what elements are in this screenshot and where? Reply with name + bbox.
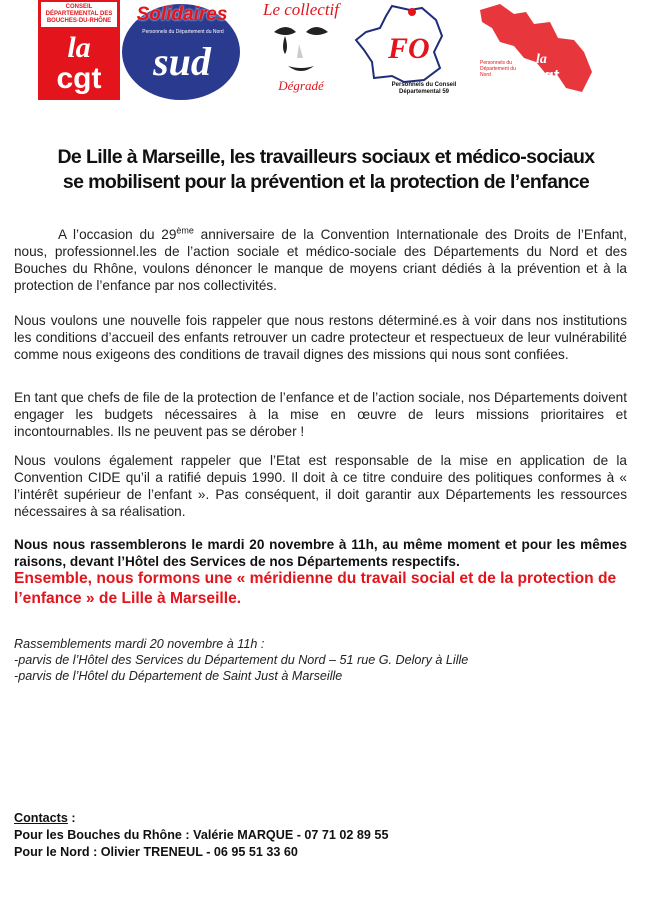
cgt13-cgt-text: cgt [56, 62, 102, 95]
paragraph-intro [14, 226, 627, 294]
cgt-bouches-du-rhone-logo [38, 0, 120, 100]
crying-face-icon [266, 18, 336, 78]
rassemblements-heading: Rassemblements mardi 20 novembre à 11h : [14, 637, 265, 651]
contact-nord: Pour le Nord : Olivier TRENEUL - 06 95 51 33 60 [14, 845, 298, 859]
cgt-nord-logo [470, 0, 600, 104]
paragraph-meridienne: Ensemble, nous formons une « méridienne du travail social et de la protection de l’enfance » de Lille à Marseille. [14, 570, 617, 607]
contacts-heading-line [14, 810, 634, 827]
collectif-text: Le collectif [262, 0, 339, 19]
paragraph-rassemblement: Nous nous rassemblerons le mardi 20 novembre à 11h, au même moment et pour les mêmes raisons, devant l’Hôtel des Services de nos Départements respectifs. [14, 537, 627, 569]
contacts-heading: Contacts [14, 811, 68, 825]
contacts-block [14, 810, 634, 861]
intro-text-end: anniversaire de la Convention Internationale des Droits de l’Enfant, nous, professionnel.les de l’action sociale et médico-sociale des Départements du Nord et des Bouches du Rhône, voulons dénoncer le manque de moyens criant dédiés à la prévention et à la protection de l’enfance par nos collectivités. [14, 227, 627, 293]
intro-text-start: A l’occasion du 29 [58, 227, 177, 242]
paragraph-determination: Nous voulons une nouvelle fois rappeler que nous restons déterminé.es à voir dans nos institutions les conditions d’accueil des enfants retrouver un cadre protecteur et respectueux de leur vulnérabilité comme nous exigeons des conditions de travail dignes des missions qui nous sont confiées. [14, 313, 627, 362]
title-line-2: se mobilisent pour la prévention et la protection de l’enfance [62, 171, 590, 193]
cgt59-la-text: la [536, 52, 547, 67]
cgt13-band-text: CONSEIL DÉPARTEMENTAL DES BOUCHES-DU-RHÔNE [41, 2, 117, 27]
sud-personnels-text: Personnels du Département du Nord [142, 29, 224, 35]
paragraph-etat: Nous voulons également rappeler que l’Etat est responsable de la mise en application de la Convention CIDE qu’il a ratifié depuis 1990. Il doit à ce titre conduire des politiques conformes à « l’intérêt supérieur de l’enfant ». Pas conséquent, il doit garantir aux Départements les ressources nécessaires à sa réalisation. [14, 453, 627, 519]
logo-strip [0, 0, 652, 110]
cgt59-cgt-text: cgt [534, 66, 560, 85]
cgt59-caption: Personnels du Département du Nord [480, 60, 516, 78]
sud-solidaires-text: Solidaires [136, 4, 228, 25]
cgt13-la-text: la [67, 31, 91, 64]
rassemblement-lille: -parvis de l’Hôtel des Services du Département du Nord – 51 rue G. Delory à Lille [14, 653, 469, 667]
collectif-degrade-logo [252, 0, 348, 104]
sud-solidaires-logo [120, 0, 244, 104]
fo-text: FO [388, 32, 430, 65]
contacts-colon: : [67, 811, 76, 825]
document-title [8, 145, 644, 195]
rassemblement-marseille: -parvis de l’Hôtel du Département de Saint Just à Marseille [14, 669, 343, 683]
rassemblements-block [14, 636, 634, 684]
intro-superscript: ème [176, 225, 194, 236]
degrade-text: Dégradé [278, 78, 324, 93]
paragraph-departements: En tant que chefs de file de la protection de l’enfance et de l’action sociale, nos Départements doivent engager les budgets nécessaires à la mise en œuvre de leurs missions prioritaires et incontournables. Ils ne peuvent pas se dérober ! [14, 390, 627, 439]
title-line-1: De Lille à Marseille, les travailleurs sociaux et médico-sociaux [57, 146, 595, 168]
fo-logo [352, 0, 464, 104]
contact-bouches-du-rhone: Pour les Bouches du Rhône : Valérie MARQUE - 07 71 02 89 55 [14, 828, 389, 842]
sud-text: sud [153, 39, 211, 84]
fo-caption: Personnels du Conseil Départemental 59 [391, 82, 457, 95]
